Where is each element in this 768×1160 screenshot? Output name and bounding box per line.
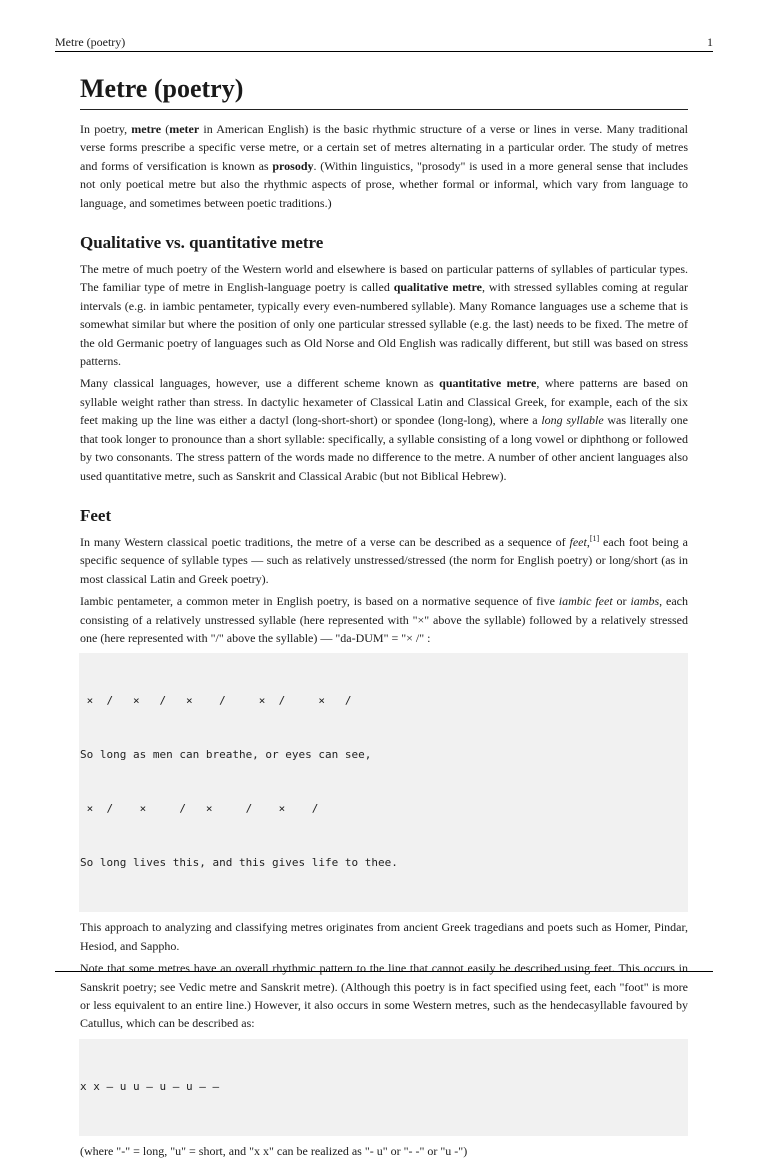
term-iambic-feet: iambic feet <box>558 594 613 609</box>
section-heading-qualitative: Qualitative vs. quantitative metre <box>80 233 324 253</box>
intro-paragraph: In poetry, metre (meter in American English) is the basic rhythmic structure of a verse or lines in verse. Many traditional verse forms prescribe a specific verse metre, or a certain set of metres alternating in a particular order. The study of metres and forms of versification is known as prosody. (Within linguistics, "prosody" is used in a more general sense that includes not only poetical metre but also the rhythmic aspects of prose, whether formal or informal, which vary from language to language, and sometimes between poetic traditions.) <box>80 122 688 210</box>
hendecasyllable-pattern: x x – u u – u – u – – <box>80 1079 220 1093</box>
term-qualitative-metre: qualitative metre <box>393 280 482 295</box>
feet-paragraph-1: In many Western classical poetic traditions, the metre of a verse can be described as a sequence of feet,[1] each foot being a specific sequence of syllable types — such as relatively unstressed/stressed (the norm for English poetry) or long/short (as in most classical Latin and Greek poetry). <box>80 533 688 586</box>
term-iambs: iambs <box>630 594 660 609</box>
running-header-title: Metre (poetry) <box>55 35 126 49</box>
term-metre: metre <box>131 122 162 136</box>
term-quantitative-metre: quantitative metre <box>439 376 537 391</box>
qualitative-paragraph-2: Many classical languages, however, use a different scheme known as quantitative metre, where patterns are based on syllable weight rather than stress. In dactylic hexameter of Classical Latin and Classical Greek, for example, each of the six feet making up the line was either a dactyl (long-short-short) or spondee (long-long), where a long syllable was literally one that took longer to pronounce than a short syllable: specifically, a syllable consisting of a long vowel or diphthong or followed by two consonants. The stress pattern of the words made no difference to the metre. A number of other ancient languages also used quantitative metre, such as Sanskrit and Classical Arabic (but not Biblical Hebrew). <box>80 376 688 483</box>
term-meter: meter <box>169 122 200 136</box>
article-title: Metre (poetry) <box>80 72 688 110</box>
qualitative-paragraph-1: The metre of much poetry of the Western world and elsewhere is based on particular patterns of syllables of particular types. The familiar type of metre in English-language poetry is called qualitative metre, with stressed syllables coming at regular intervals (e.g. in iambic pentameter, typically every even-numbered syllable). Many Romance languages use a scheme that is somewhat similar but where the position of only one particular stressed syllable (e.g. the last) needs to be fixed. The metre of the old Germanic poetry of languages such as Old Norse and Old English was radically different, but still was based on stress patterns. <box>80 262 689 369</box>
section-heading-feet: Feet <box>80 505 112 525</box>
page-number: 1 <box>707 35 713 49</box>
feet-paragraph-3: This approach to analyzing and classifying metres originates from ancient Greek tragedians and poets such as Homer, Pindar, Hesiod, and Sappho. <box>80 920 688 953</box>
footer-rule <box>55 971 713 972</box>
term-prosody: prosody <box>272 158 314 173</box>
scansion-marks-line-2: × / × / × / × / <box>80 802 319 816</box>
running-header <box>55 35 713 52</box>
term-long-syllable: long syllable <box>541 413 604 428</box>
scansion-block <box>79 653 688 912</box>
feet-paragraph-2: Iambic pentameter, a common meter in English poetry, is based on a normative sequence of five iambic feet or iambs, each consisting of a relatively unstressed syllable (here represented with "×" above the syllable) followed by a relatively stressed one (here represented with "/" above the syllable) — "da-DUM" = "× /" : <box>80 594 688 645</box>
article-body <box>80 72 688 1160</box>
scansion-marks-line-1: × / × / × / × / × / <box>80 694 352 708</box>
hendecasyllable-block <box>79 1039 688 1136</box>
verse-line-1: So long as men can breathe, or eyes can see, <box>80 748 372 762</box>
term-feet: feet <box>569 534 587 549</box>
verse-line-2: So long lives this, and this gives life to thee. <box>80 856 398 870</box>
citation-1-link[interactable]: [1] <box>589 533 600 543</box>
feet-paragraph-4: Note that some metres have an overall rhythmic pattern to the line that cannot easily be described using feet. This occurs in Sanskrit poetry; see Vedic metre and Sanskrit metre). (Although this poetry is in fact specified using feet, each "foot" is more or less equivalent to an entire line.) However, it also occurs in some Western metres, such as the hendecasyllable favoured by Catullus, which can be described as: <box>80 961 688 1031</box>
feet-paragraph-5: (where "-" = long, "u" = short, and "x x" can be realized as "- u" or "- -" or "u -") <box>80 1143 468 1158</box>
